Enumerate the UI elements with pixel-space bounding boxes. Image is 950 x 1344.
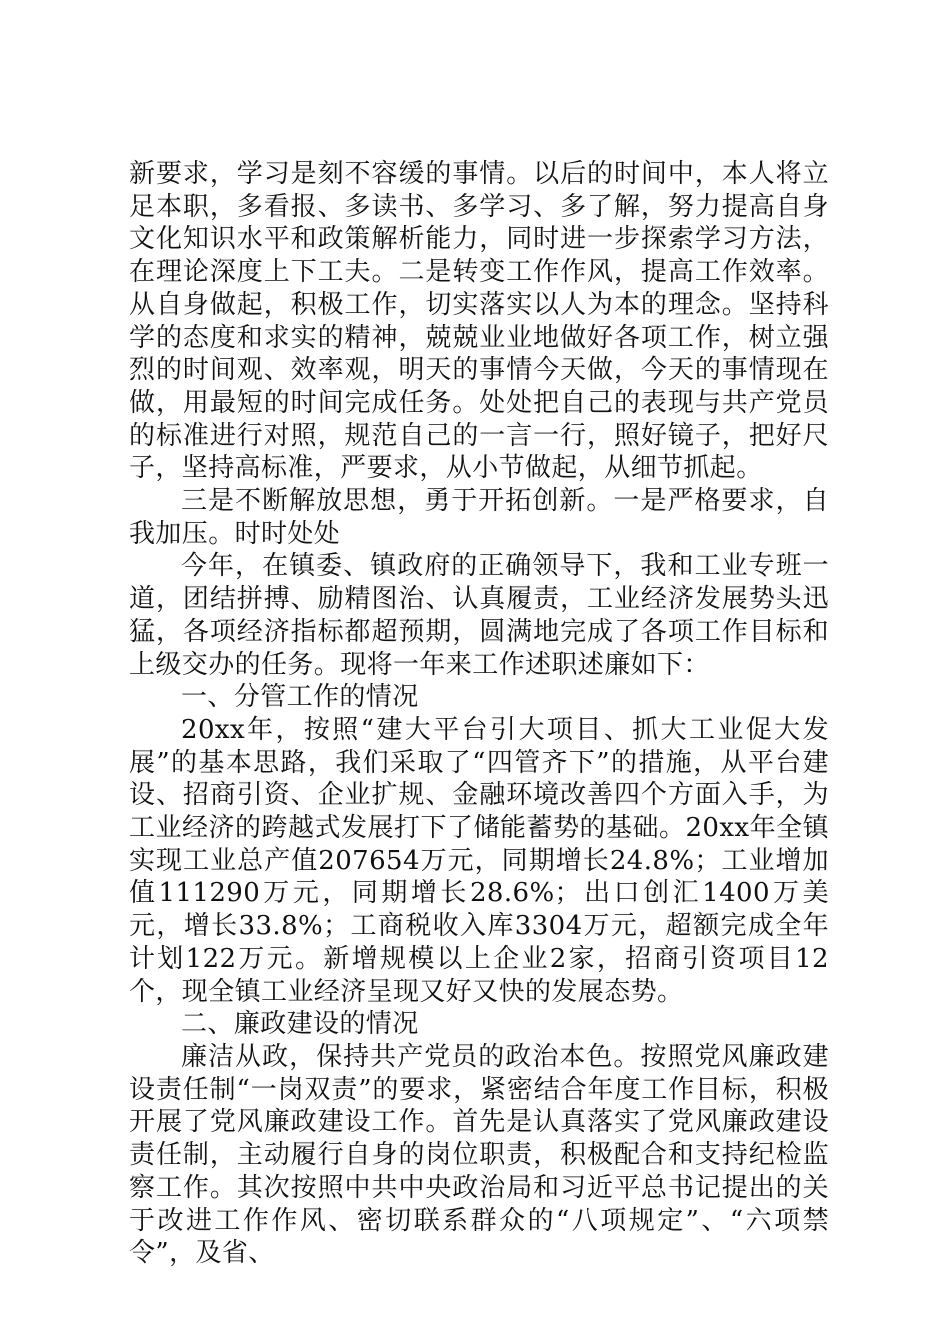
paragraph-innovation: 三是不断解放思想，勇于开拓创新。一是严格要求，自我加压。时时处处 [129,486,829,549]
paragraph-integrity: 廉洁从政，保持共产党员的政治本色。按照党风廉政建设责任制“一岗双责”的要求，紧密结合年度工作目标，积极开展了党风廉政建设工作。首先是认真落实了党风廉政建设责任制，主动履行自身的岗位职责，积极配合和支持纪检监察工作。其次按照中共中央政治局和习近平总书记提出的关于改进工作作风、密切联系群众的“八项规定”、“六项禁令”，及省、 [129,1041,829,1269]
section-heading-integrity: 二、廉政建设的情况 [181,1009,419,1040]
paragraph-intro: 今年，在镇委、镇政府的正确领导下，我和工业专班一道，团结拼搏、励精图治、认真履责，工业经济发展势头迅猛，各项经济指标都超预期，圆满地完成了各项工作目标和上级交办的任务。现将一年来工作述职述廉如下： [129,551,829,680]
paragraph-work-summary: 20xx年，按照“建大平台引大项目、抓大工业促大发展”的基本思路，我们采取了“四管齐下”的措施，从平台建设、招商引资、企业扩规、金融环境改善四个方面入手，为工业经济的跨越式发展打下了储能蓄势的基础。20xx年全镇实现工业总产值207654万元，同期增长24.8%；工业增加值111290万元，同期增长28.6%；出口创汇1400万美元，增长33.8%；工商税收入库3304万元，超额完成全年计划122万元。新增规模以上企业2家，招商引资项目12个，现全镇工业经济呈现又好又快的发展态势。 [129,714,829,1007]
section-heading-work: 一、分管工作的情况 [181,682,419,713]
paragraph-continuation: 新要求，学习是刻不容缓的事情。以后的时间中，本人将立足本职，多看报、多读书、多学习、多了解，努力提高自身文化知识水平和政策解析能力，同时进一步探索学习方法，在理论深度上下工夫。二是转变工作作风，提高工作效率。从自身做起，积极工作，切实落实以人为本的理念。坚持科学的态度和求实的精神，兢兢业业地做好各项工作，树立强烈的时间观、效率观，明天的事情今天做，今天的事情现在做，用最短的时间完成任务。处处把自己的表现与共产党员的标准进行对照，规范自己的一言一行，照好镜子，把好尺子，坚持高标准，严要求，从小节做起，从细节抓起。 [129,159,829,484]
document-body [129,158,829,1270]
